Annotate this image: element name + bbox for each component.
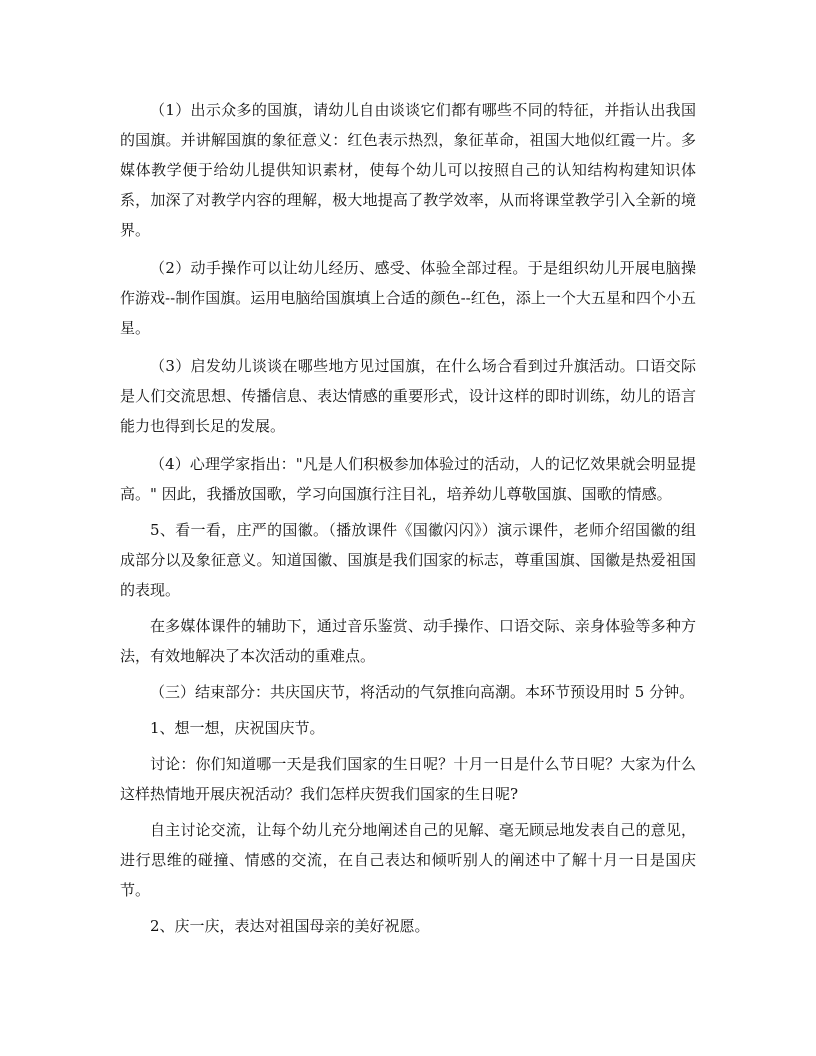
paragraph-celebrate-wishes: 2、庆一庆，表达对祖国母亲的美好祝愿。 <box>150 917 430 935</box>
paragraph-flag-features: （1）出示众多的国旗，请幼儿自由谈谈它们都有哪些不同的特征，并指认出我国的国旗。并讲解国旗的象征意义：红色表示热烈，象征革命，祖国大地似红霞一片。多媒体教学便于给幼儿提供知识素材，使每个幼儿可以按照自己的认知结构构建知识体系，加深了对教学内容的理解，极大地提高了教学效率，从而将课堂教学引入全新的境界。 <box>120 101 696 239</box>
paragraph-psychologist-quote: （4）心理学家指出："凡是人们积极参加体验过的活动，人的记忆效果就会明显提高。" 因此，我播放国歌，学习向国旗行注目礼，培养幼儿尊敬国旗、国歌的情感。 <box>120 455 696 503</box>
paragraph-self-discussion: 自主讨论交流，让每个幼儿充分地阐述自己的见解、毫无顾忌地发表自己的意见，进行思维的碰撞、情感的交流，在自己表达和倾听别人的阐述中了解十月一日是国庆节。 <box>120 821 696 899</box>
paragraph-flag-raising-talk: （3）启发幼儿谈谈在哪些地方见过国旗，在什么场合看到过升旗活动。口语交际是人们交流思想、传播信息、表达情感的重要形式，设计这样的即时训练，幼儿的语言能力也得到长足的发展。 <box>120 357 696 435</box>
paragraph-hands-on-flag: （2）动手操作可以让幼儿经历、感受、体验全部过程。于是组织幼儿开展电脑操作游戏--制作国旗。运用电脑给国旗填上合适的颜色--红色，添上一个大五星和四个小五星。 <box>120 259 696 337</box>
paragraph-closing-section: （三）结束部分：共庆国庆节，将活动的气氛推向高潮。本环节预设用时 5 分钟。 <box>150 683 695 701</box>
paragraph-think-celebrate: 1、想一想，庆祝国庆节。 <box>150 719 325 737</box>
paragraph-discussion: 讨论：你们知道哪一天是我们国家的生日呢？十月一日是什么节日呢？大家为什么这样热情地开展庆祝活动？我们怎样庆贺我们国家的生日呢? <box>120 755 696 803</box>
paragraph-national-emblem: 5、看一看，庄严的国徽。（播放课件《国徽闪闪》）演示课件，老师介绍国徽的组成部分以及象征意义。知道国徽、国旗是我们国家的标志，尊重国旗、国徽是热爱祖国的表现。 <box>120 521 696 599</box>
paragraph-multimedia-summary: 在多媒体课件的辅助下，通过音乐鉴赏、动手操作、口语交际、亲身体验等多种方法，有效地解决了本次活动的重难点。 <box>120 617 696 665</box>
document-body <box>120 95 696 941</box>
